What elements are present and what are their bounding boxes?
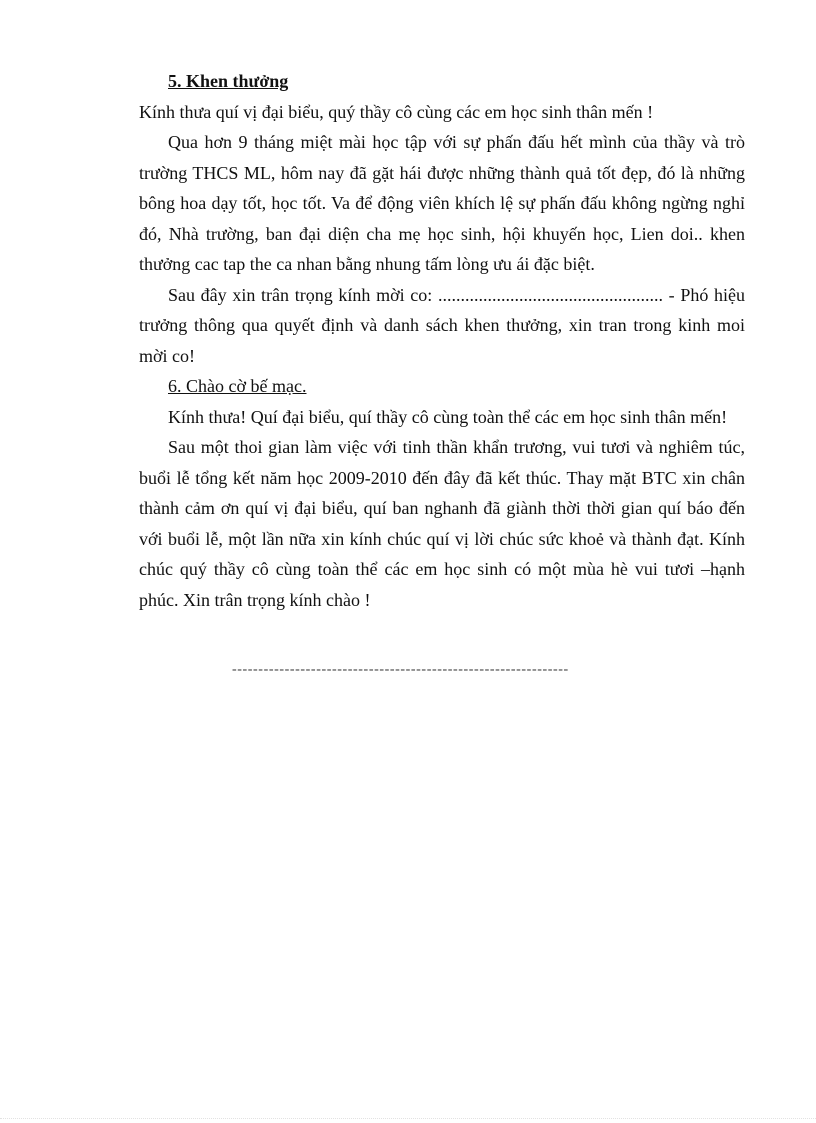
invitation-text: Sau đây xin trân trọng kính mời co: (168, 284, 438, 305)
blank-name-dots: .................................................. (437, 284, 663, 305)
page-bottom-border (0, 1118, 816, 1119)
invitation-text-end: - Phó hiệu trưởng thông qua quyết định và danh sách khen thưởng, xin tran trong kinh moi mời co! (139, 284, 745, 366)
invitation-paragraph (139, 280, 745, 372)
end-separator: ---------------------------------------------------------------- (232, 662, 569, 677)
document-body (139, 66, 745, 615)
greeting-line: Kính thưa quí vị đại biểu, quý thầy cô cùng các em học sinh thân mến ! (139, 101, 654, 122)
closing-greeting-paragraph: Kính thưa! Quí đại biểu, quí thầy cô cùng toàn thể các em học sinh thân mến! (168, 406, 728, 427)
closing-paragraph: Sau một thoi gian làm việc với tinh thần khẩn trương, vui tươi và nghiêm túc, buổi lễ tổng kết năm học 2009-2010 đến đây đã kết thúc. Thay mặt BTC xin chân thành cảm ơn quí vị đại biểu, quí ban nghanh đã giành thời thời gian quí báo đến với buổi lễ, một lần nữa xin kính chúc quí vị lời chúc sức khoẻ và thành đạt. Kính chúc quý thầy cô cùng toàn thể các em học sinh có một mùa hè vui tươi –hạnh phúc. Xin trân trọng kính chào ! (139, 437, 745, 610)
section-6-heading: 6. Chào cờ bế mạc. (168, 376, 307, 396)
awards-paragraph: Qua hơn 9 tháng miệt mài học tập với sự phấn đấu hết mình của thầy và trò trường THCS ML, hôm nay đã gặt hái được những thành quả tốt đẹp, đó là những bông hoa dạy tốt, học tốt. Va để động viên khích lệ sự phấn đấu không ngừng nghỉ đó, Nhà trường, ban đại diện cha mẹ học sinh, hội khuyến học, Lien doi.. khen thưởng cac tap the ca nhan bằng nhung tấm lòng ưu ái đặc biệt. (139, 132, 745, 274)
section-5-heading: 5. Khen thưởng (168, 71, 289, 91)
